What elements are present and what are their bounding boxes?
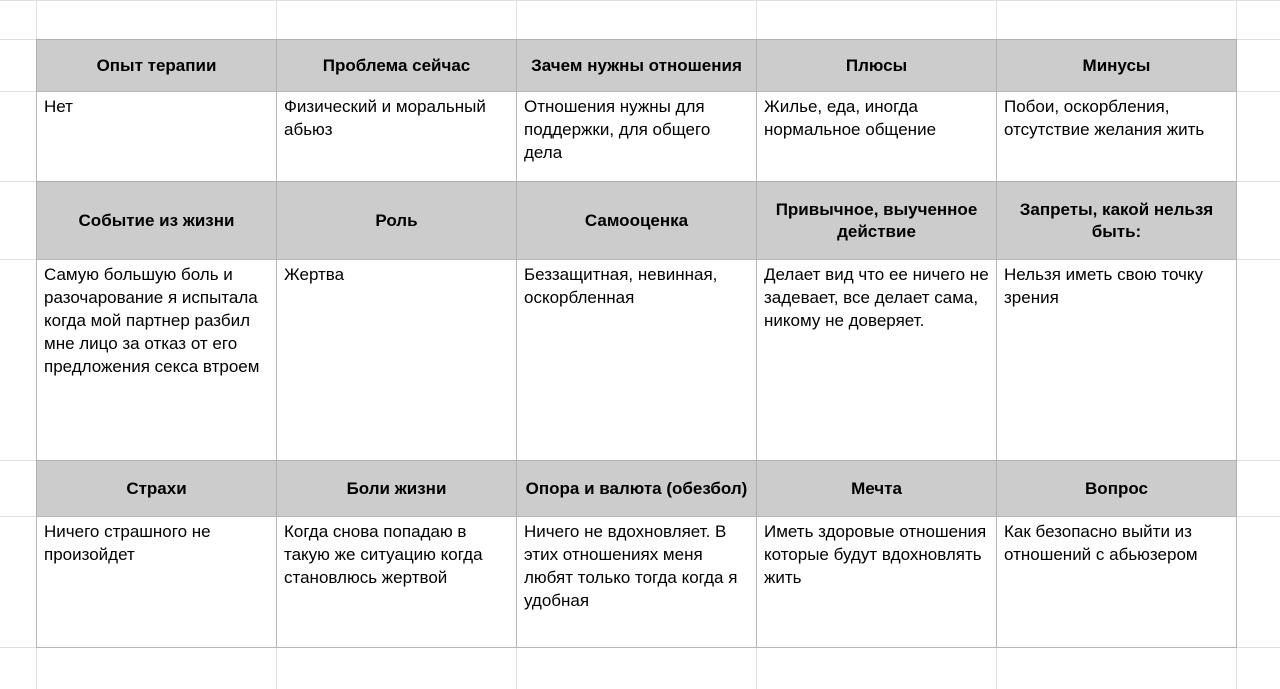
table-header-label: Проблема сейчас — [322, 55, 471, 75]
table-cell[interactable] — [36, 91, 277, 182]
table-header-label: Зачем нужны отношения — [531, 55, 742, 75]
table-cell[interactable] — [276, 516, 517, 648]
table-cell[interactable] — [516, 259, 757, 461]
table-header-cell[interactable] — [756, 460, 997, 517]
table-cell-text: Иметь здоровые отношения которые будут вдохновлять жить — [764, 522, 991, 587]
table-cell-text: Самую большую боль и разочарование я испытала когда мой партнер разбил мне лицо за отказ от его предложения секса втроем — [44, 265, 263, 376]
table-header-cell[interactable] — [756, 39, 997, 92]
table-header-cell[interactable] — [276, 39, 517, 92]
table-cell-text: Когда снова попадаю в такую же ситуацию когда становлюсь жертвой — [284, 522, 488, 587]
table-cell-text: Ничего страшного не произойдет — [44, 522, 216, 564]
table-header-label: Запреты, какой нельзя быть: — [1019, 199, 1218, 241]
table-cell[interactable] — [996, 259, 1237, 461]
table-header-cell[interactable] — [516, 460, 757, 517]
table-cell[interactable] — [36, 516, 277, 648]
table-header-label: Привычное, выученное действие — [775, 199, 983, 241]
table-header-cell[interactable] — [996, 181, 1237, 260]
table-header-cell[interactable] — [516, 39, 757, 92]
table-header-cell[interactable] — [276, 181, 517, 260]
table-header-cell[interactable] — [36, 460, 277, 517]
table-header-label: Мечта — [851, 478, 902, 498]
table-cell-text: Ничего не вдохновляет. В этих отношениях меня любят только тогда когда я удобная — [524, 522, 743, 610]
table-header-label: Минусы — [1082, 55, 1151, 75]
table-header-label: Роль — [375, 210, 418, 230]
table-header-label: Самооценка — [584, 210, 689, 230]
table-cell[interactable] — [276, 259, 517, 461]
table-cell-text: Делает вид что ее ничего не задевает, все делает сама, никому не доверяет. — [764, 265, 994, 330]
table-header-label: Опора и валюта (обезбол) — [525, 478, 748, 498]
table-header-cell[interactable] — [996, 460, 1237, 517]
table-header-label: Плюсы — [845, 55, 908, 75]
table-header-cell[interactable] — [996, 39, 1237, 92]
table-cell[interactable] — [36, 259, 277, 461]
table-header-cell[interactable] — [276, 460, 517, 517]
table-cell[interactable] — [276, 91, 517, 182]
table-cell[interactable] — [996, 91, 1237, 182]
table-cell[interactable] — [516, 91, 757, 182]
table-cell-text: Жертва — [284, 265, 345, 284]
table-header-cell[interactable] — [36, 39, 277, 92]
table-cell-text: Беззащитная, невинная, оскорбленная — [524, 265, 723, 307]
table-cell[interactable] — [996, 516, 1237, 648]
table-cell-text: Побои, оскорбления, отсутствие желания жить — [1004, 97, 1205, 139]
table-header-cell[interactable] — [756, 181, 997, 260]
table-cell-text: Нельзя иметь свою точку зрения — [1004, 265, 1208, 307]
table-cell[interactable] — [756, 91, 997, 182]
table-cell-text: Жилье, еда, иногда нормальное общение — [764, 97, 937, 139]
table-cell[interactable] — [516, 516, 757, 648]
table-cell-text: Нет — [44, 97, 73, 116]
grid-line-horizontal — [0, 0, 1280, 1]
table-header-cell[interactable] — [516, 181, 757, 260]
table-header-label: Событие из жизни — [78, 210, 235, 230]
table-cell-text: Как безопасно выйти из отношений с абьюзером — [1004, 522, 1198, 564]
table-cell[interactable] — [756, 516, 997, 648]
table-header-cell[interactable] — [36, 181, 277, 260]
table-header-label: Вопрос — [1085, 478, 1148, 498]
table-header-label: Опыт терапии — [96, 55, 217, 75]
table-header-label: Боли жизни — [346, 478, 447, 498]
table-cell-text: Физический и моральный абьюз — [284, 97, 491, 139]
table-cell[interactable] — [756, 259, 997, 461]
table-cell-text: Отношения нужны для поддержки, для общего дела — [524, 97, 716, 162]
table-header-label: Страхи — [126, 478, 187, 498]
